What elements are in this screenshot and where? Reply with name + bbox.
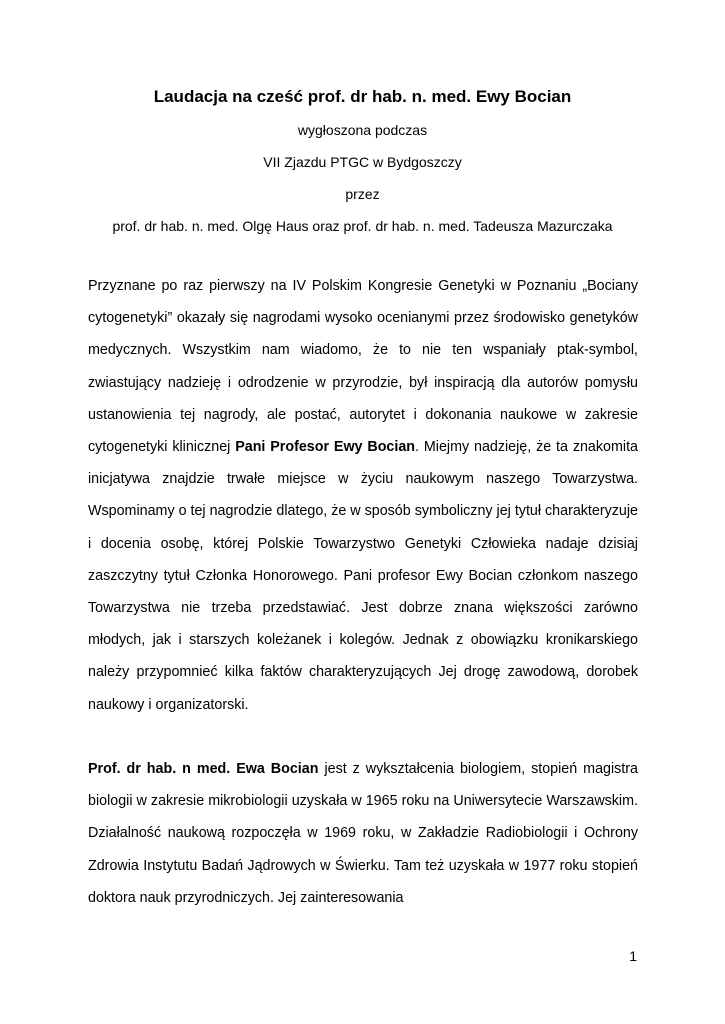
paragraph-introduction <box>88 270 638 721</box>
document-title: Laudacja na cześć prof. dr hab. n. med. Ewy Bocian <box>153 87 572 106</box>
highlighted-name: Prof. dr hab. n med. Ewa Bocian <box>88 761 319 777</box>
page-number: 1 <box>629 948 637 964</box>
paragraph-text: jest z wykształcenia biologiem, stopień magistra biologii w zakresie mikrobiologii uzyskała w 1965 roku na Uniwersytecie Warszawskim. Działalność naukową rozpoczęła w 1969 roku, w Zakładzie Radiobiologii i Ochrony Zdrowia Instytutu Badań Jądrowych w Świerku. Tam też uzyskała w 1977 roku stopień doktora nauk przyrodniczych. Jej zainteresowania <box>88 761 638 906</box>
subtitle-line: prof. dr hab. n. med. Olgę Haus oraz prof. dr hab. n. med. Tadeusza Mazurczaka <box>112 218 613 234</box>
paragraph-biography <box>88 753 638 914</box>
subtitle-line: wygłoszona podczas <box>297 122 428 138</box>
paragraph-text: Przyznane po raz pierwszy na IV Polskim Kongresie Genetyki w Poznaniu „Bociany cytogenetyki” okazały się nagrodami wysoko ocenianymi przez środowisko genetyków medycznych. Wszystkim nam wiadomo, że to nie ten wspaniały ptak-symbol, zwiastujący nadzieję i odrodzenie w przyrodzie, był inspiracją dla autorów pomysłu ustanowienia tej nagrody, ale postać, autorytet i dokonania naukowe w zakresie cytogenetyki klinicznej <box>88 278 638 456</box>
paragraph-text: . Miejmy nadzieję, że ta znakomita inicjatywa znajdzie trwałe miejsce w życiu naukowym naszego Towarzystwa. Wspominamy o tej nagrodzie dlatego, że w sposób symboliczny jej tytuł charakteryzuje i docenia osobę, której Polskie Towarzystwo Genetyki Człowieka nadaje dzisiaj zaszczytny tytuł Członka Honorowego. Pani profesor Ewy Bocian członkom naszego Towarzystwa nie trzeba przedstawiać. Jest dobrze znana większości zarówno młodych, jak i starszych koleżanek i kolegów. Jednak z obowiązku kronikarskiego należy przypomnieć kilka faktów charakteryzujących Jej drogę zawodową, dorobek naukowy i organizatorski. <box>88 439 638 713</box>
subtitle-line: przez <box>345 186 380 202</box>
highlighted-name: Pani Profesor Ewy Bocian <box>235 439 416 456</box>
subtitle-line: VII Zjazdu PTGC w Bydgoszczy <box>263 154 462 170</box>
